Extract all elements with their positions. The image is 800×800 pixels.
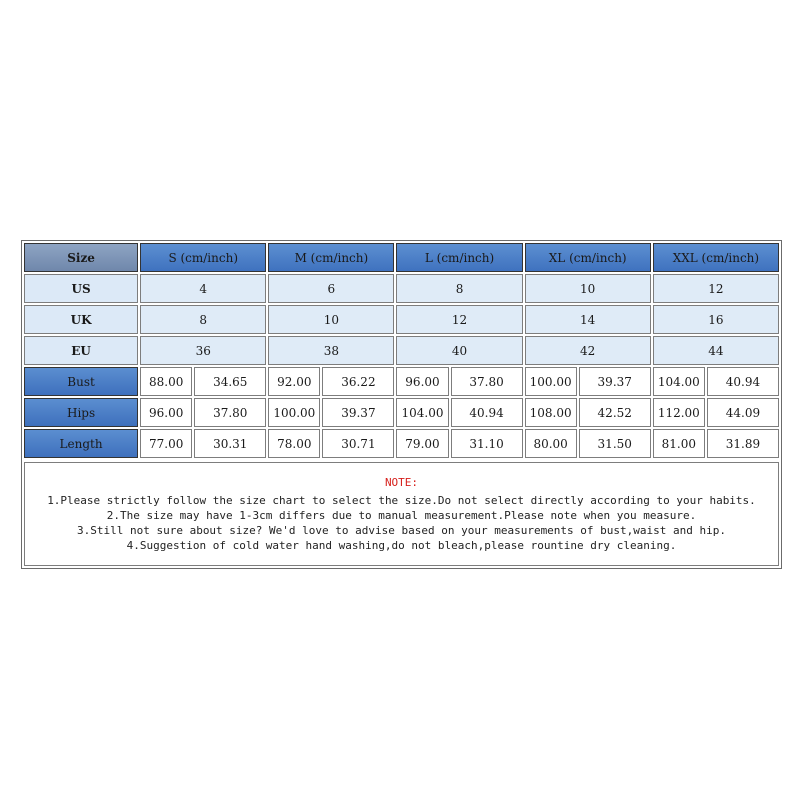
table-cell: 78.00 bbox=[268, 429, 320, 458]
size-chart bbox=[21, 240, 782, 569]
table-cell: 77.00 bbox=[140, 429, 192, 458]
table-cell: 8 bbox=[396, 274, 522, 303]
table-cell: 34.65 bbox=[194, 367, 266, 396]
table-cell: 4 bbox=[140, 274, 266, 303]
note-title: NOTE: bbox=[384, 476, 419, 489]
table-cell: 100.00 bbox=[525, 367, 577, 396]
table-cell: 31.89 bbox=[707, 429, 779, 458]
table-cell: 31.50 bbox=[579, 429, 651, 458]
note-box bbox=[24, 462, 779, 566]
table-cell: 14 bbox=[525, 305, 651, 334]
table-cell: 96.00 bbox=[396, 367, 448, 396]
table-cell: 42.52 bbox=[579, 398, 651, 427]
size-l-header: L (cm/inch) bbox=[396, 243, 522, 272]
header-row bbox=[24, 243, 779, 272]
table-cell: 12 bbox=[396, 305, 522, 334]
table-cell: 39.37 bbox=[579, 367, 651, 396]
row-label: EU bbox=[24, 336, 138, 365]
us-row bbox=[24, 274, 779, 303]
table-cell: 96.00 bbox=[140, 398, 192, 427]
size-header-cell: Size bbox=[24, 243, 138, 272]
table-cell: 40.94 bbox=[451, 398, 523, 427]
table-cell: 79.00 bbox=[396, 429, 448, 458]
table-cell: 80.00 bbox=[525, 429, 577, 458]
table-cell: 30.71 bbox=[322, 429, 394, 458]
bust-row bbox=[24, 367, 779, 396]
table-cell: 92.00 bbox=[268, 367, 320, 396]
table-cell: 40.94 bbox=[707, 367, 779, 396]
row-label: UK bbox=[24, 305, 138, 334]
note-line: 3.Still not sure about size? We'd love to advise based on your measurements of bust,waist and hip. bbox=[76, 524, 726, 537]
table-cell: 112.00 bbox=[653, 398, 705, 427]
eu-row bbox=[24, 336, 779, 365]
table-cell: 37.80 bbox=[194, 398, 266, 427]
length-row bbox=[24, 429, 779, 458]
row-label: Length bbox=[24, 429, 138, 458]
size-s-header: S (cm/inch) bbox=[140, 243, 266, 272]
table-cell: 108.00 bbox=[525, 398, 577, 427]
table-cell: 100.00 bbox=[268, 398, 320, 427]
table-cell: 36 bbox=[140, 336, 266, 365]
size-m-header: M (cm/inch) bbox=[268, 243, 394, 272]
note-line: 2.The size may have 1-3cm differs due to manual measurement.Please note when you measure. bbox=[106, 509, 697, 522]
table-cell: 16 bbox=[653, 305, 779, 334]
table-cell: 81.00 bbox=[653, 429, 705, 458]
table-cell: 40 bbox=[396, 336, 522, 365]
table-cell: 88.00 bbox=[140, 367, 192, 396]
size-table bbox=[22, 241, 781, 460]
table-cell: 44.09 bbox=[707, 398, 779, 427]
table-cell: 6 bbox=[268, 274, 394, 303]
note-line: 4.Suggestion of cold water hand washing,do not bleach,please rountine dry cleaning. bbox=[126, 539, 677, 552]
size-xl-header: XL (cm/inch) bbox=[525, 243, 651, 272]
table-cell: 8 bbox=[140, 305, 266, 334]
table-cell: 38 bbox=[268, 336, 394, 365]
size-xxl-header: XXL (cm/inch) bbox=[653, 243, 779, 272]
table-cell: 39.37 bbox=[322, 398, 394, 427]
table-cell: 30.31 bbox=[194, 429, 266, 458]
note-line: 1.Please strictly follow the size chart to select the size.Do not select directly according to your habits. bbox=[47, 494, 756, 507]
table-cell: 31.10 bbox=[451, 429, 523, 458]
table-cell: 10 bbox=[525, 274, 651, 303]
row-label: Hips bbox=[24, 398, 138, 427]
table-cell: 44 bbox=[653, 336, 779, 365]
table-cell: 42 bbox=[525, 336, 651, 365]
table-cell: 10 bbox=[268, 305, 394, 334]
table-cell: 104.00 bbox=[653, 367, 705, 396]
table-cell: 36.22 bbox=[322, 367, 394, 396]
table-cell: 12 bbox=[653, 274, 779, 303]
uk-row bbox=[24, 305, 779, 334]
hips-row bbox=[24, 398, 779, 427]
row-label: Bust bbox=[24, 367, 138, 396]
row-label: US bbox=[24, 274, 138, 303]
table-cell: 37.80 bbox=[451, 367, 523, 396]
table-cell: 104.00 bbox=[396, 398, 448, 427]
